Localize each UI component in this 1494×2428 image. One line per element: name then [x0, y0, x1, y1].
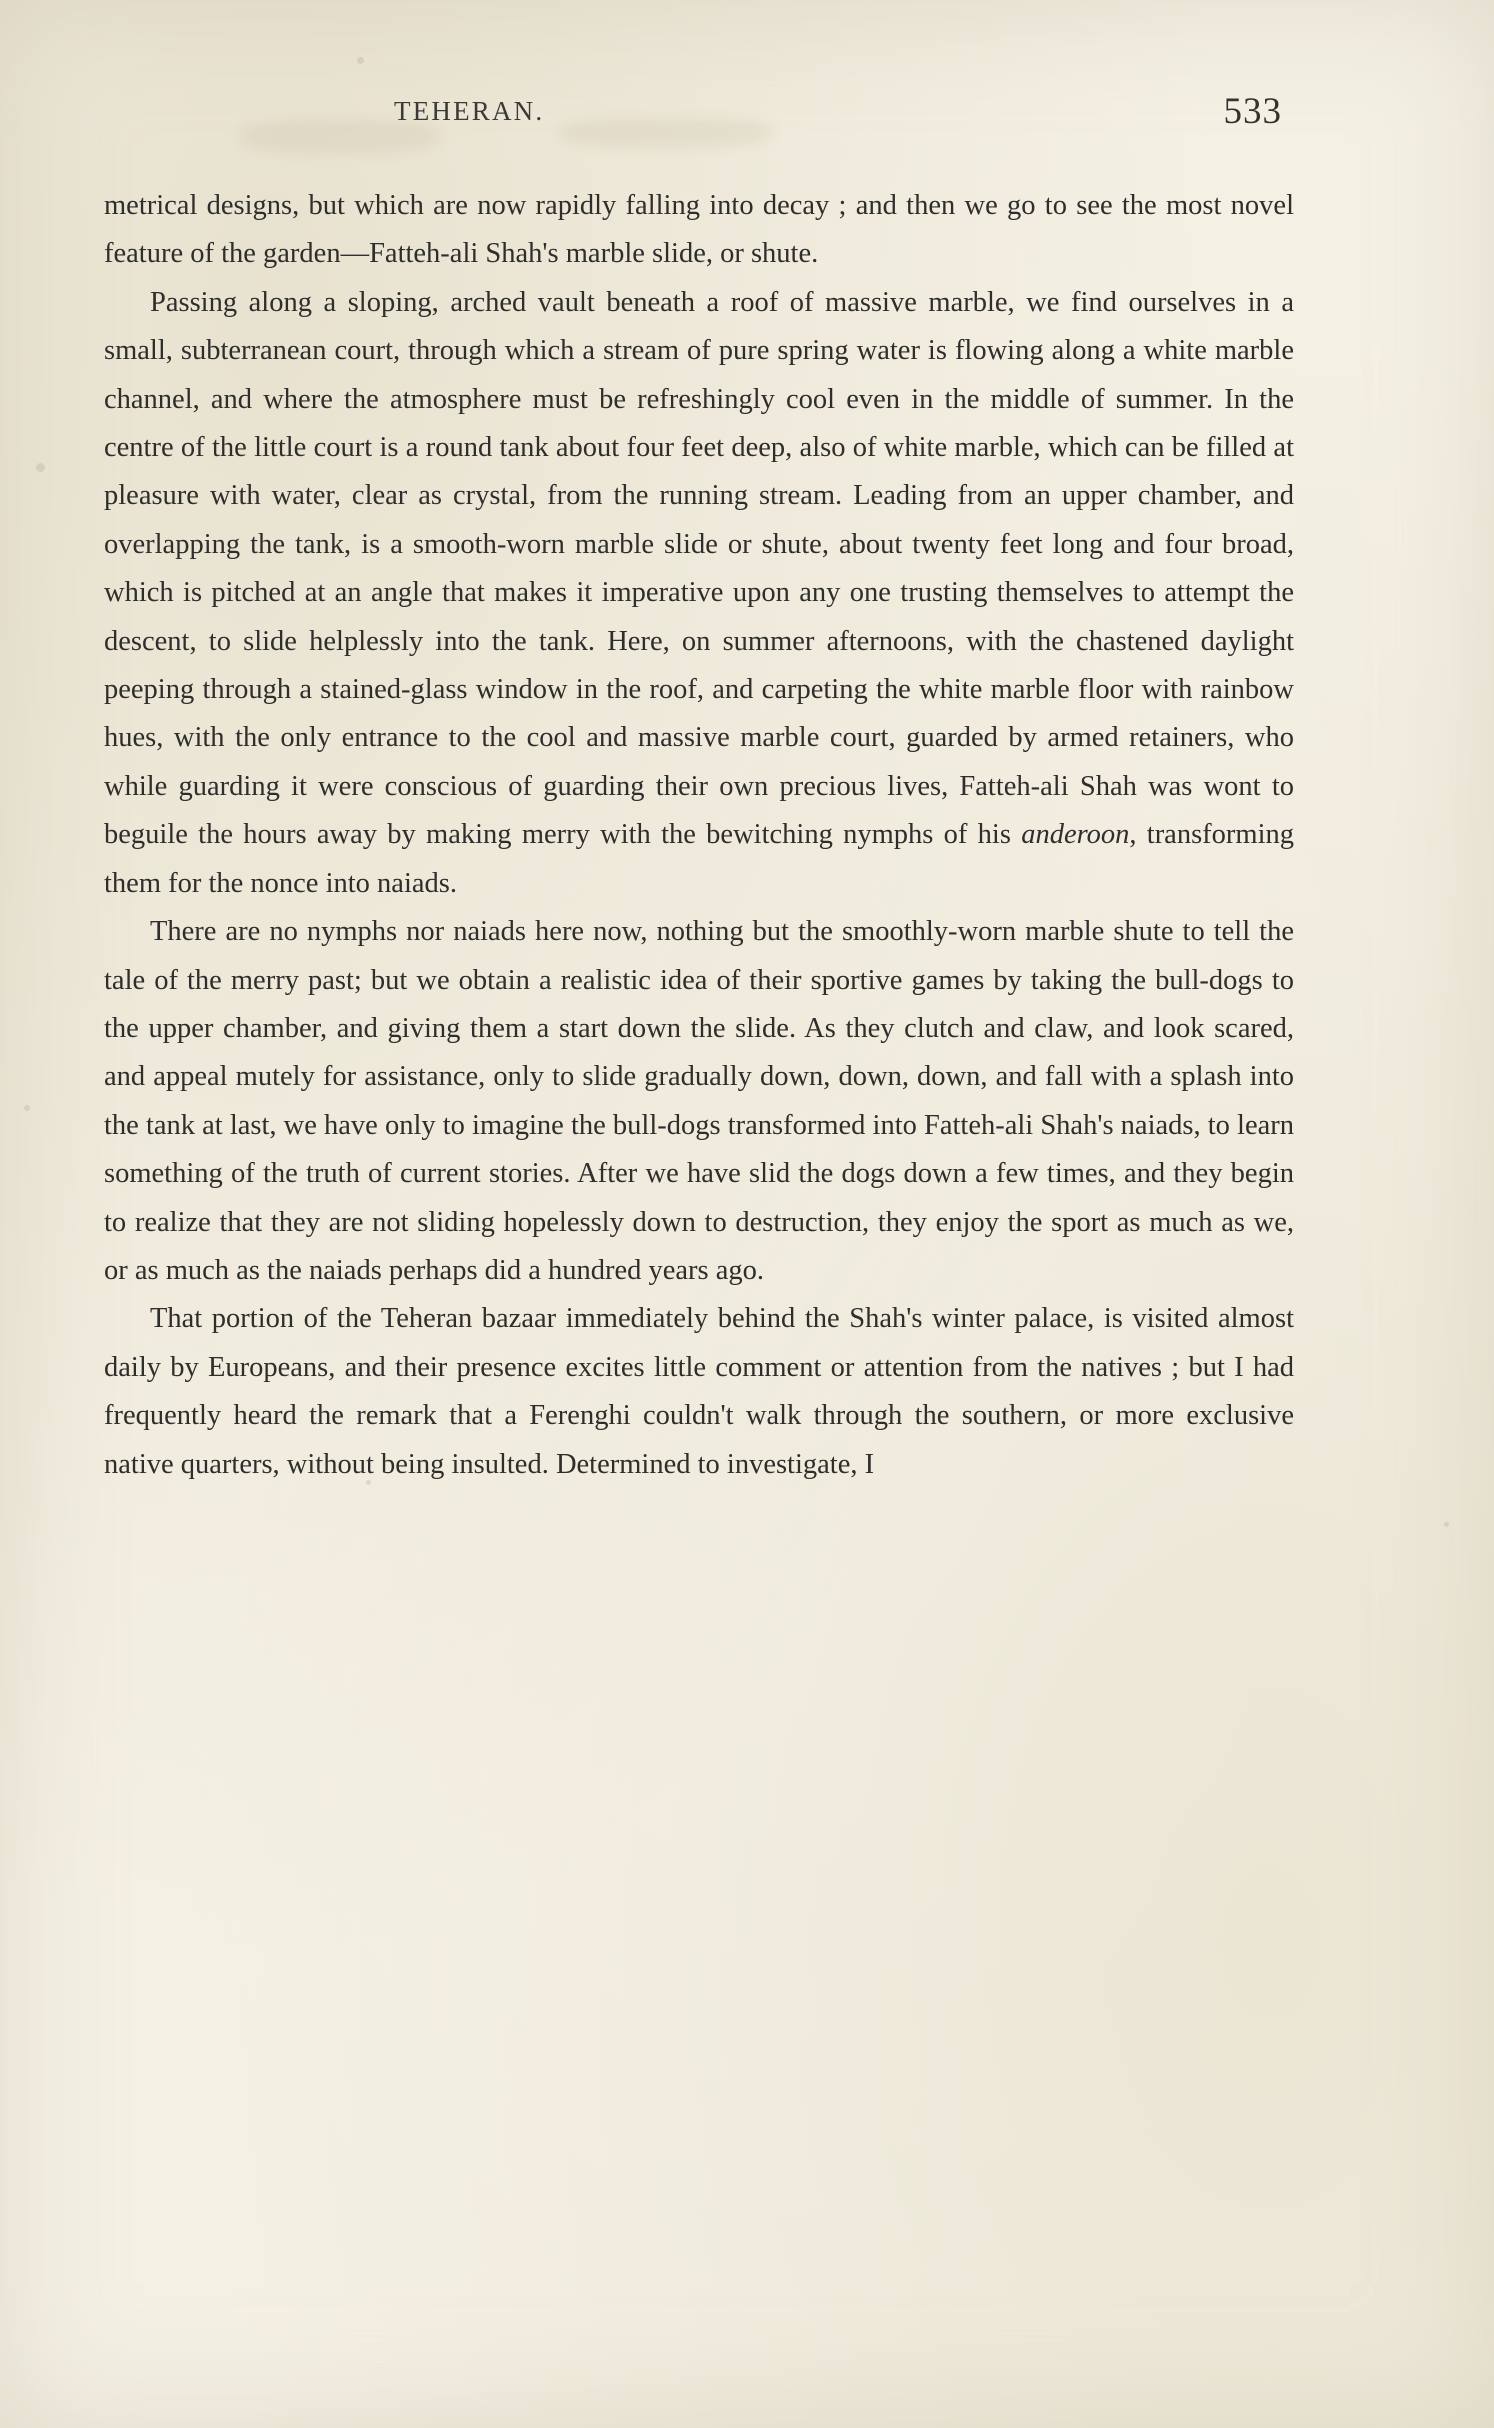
paper-speck	[1444, 1522, 1449, 1527]
running-head: TEHERAN.	[394, 96, 545, 126]
paragraph: There are no nymphs nor naiads here now, nothing but the smoothly-worn marble shute to tell the tale of the merry past; but we obtain a realistic idea of their sportive games by taking the bull-dogs to the upper chamber, and giving them a start down the slide. As they clutch and claw, and look scared, and appeal mutely for assistance, only to slide gradually down, down, down, and fall with a splash into the tank at last, we have only to imagine the bull-dogs transformed into Fatteh-ali Shah's naiads, to learn something of the truth of current stories. After we have slid the dogs down a few times, and they begin to realize that they are not sliding hopelessly down to destruction, they enjoy the sport as much as we, or as much as the naiads perhaps did a hundred years ago.	[104, 916, 1294, 1286]
page-content	[104, 91, 1294, 1489]
italic-term: anderoon	[1021, 819, 1130, 851]
body-text	[104, 182, 1294, 1489]
page-header	[104, 91, 1294, 156]
paragraph: That portion of the Teheran bazaar immediately behind the Shah's winter palace, is visited almost daily by Europeans, and their presence excites little comment or attention from the natives ; but I had frequently heard the remark that a Ferenghi couldn't walk through the southern, or more exclusive native quarters, without being insulted. Determined to investigate, I	[104, 1303, 1294, 1480]
paragraph	[104, 279, 1294, 908]
paragraph-text-continued: , transforming them for the nonce into naiads.	[104, 819, 1294, 899]
paper-speck	[36, 463, 45, 472]
paper-speck	[24, 1105, 30, 1111]
paper-speck	[357, 57, 364, 64]
paragraph-text: Passing along a sloping, arched vault beneath a roof of massive marble, we find ourselves in a small, subterranean court, through which a stream of pure spring water is flowing along a white marble channel, and where the atmosphere must be refreshingly cool even in the middle of summer. In the centre of the little court is a round tank about four feet deep, also of white marble, which can be filled at pleasure with water, clear as crystal, from the running stream. Leading from an upper chamber, and overlapping the tank, is a smooth-worn marble slide or shute, about twenty feet long and four broad, which is pitched at an angle that makes it imperative upon any one trusting themselves to attempt the descent, to slide helplessly into the tank. Here, on summer afternoons, with the chastened daylight peeping through a stained-glass window in the roof, and carpeting the white marble floor with rainbow hues, with the only entrance to the cool and massive marble court, guarded by armed retainers, who while guarding it were conscious of guarding their own precious lives, Fatteh-ali Shah was wont to beguile the hours away by making merry with the bewitching nymphs of his	[104, 286, 1294, 851]
paragraph: metrical designs, but which are now rapidly falling into decay ; and then we go to see the most novel feature of the garden—Fatteh-ali Shah's marble slide, or shute.	[104, 190, 1294, 270]
page-number: 533	[1223, 91, 1282, 132]
